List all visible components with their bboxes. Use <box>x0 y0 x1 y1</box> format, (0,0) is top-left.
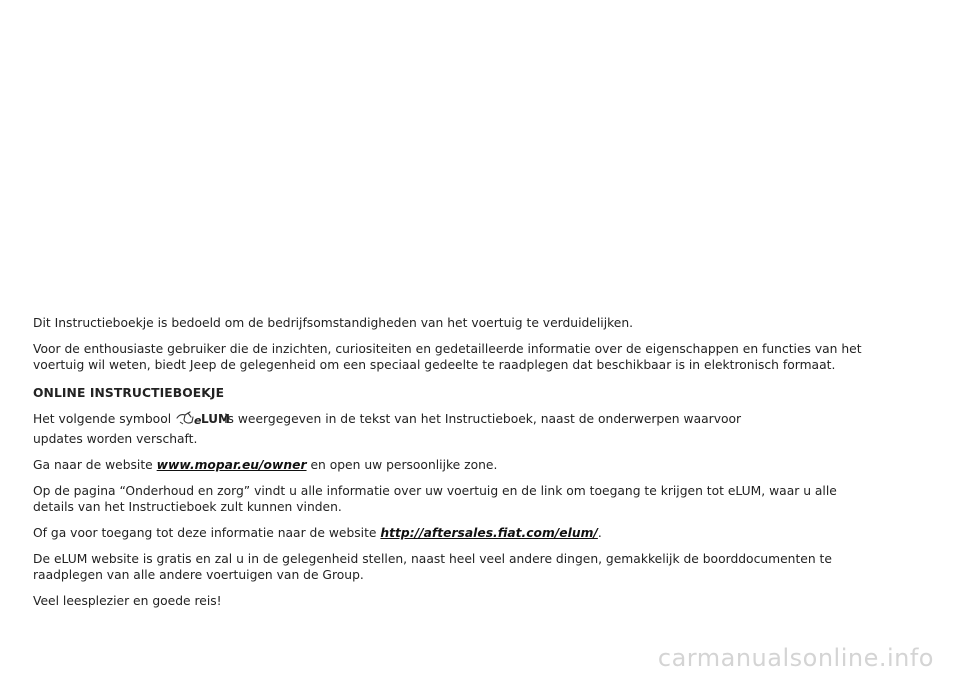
enthusiast-text: Voor de enthousiaste gebruiker die de inzichten, curiositeiten en gedetailleerde informatie over de eigenschappen en functies van het voertuig wil weten, biedt Jeep de gelegenheid om een speciaal gedeelte te raadplegen dat beschikbaar is in elektronisch formaat. <box>33 342 862 372</box>
website-paragraph <box>33 457 928 473</box>
website-text-after: en open uw persoonlijke zone. <box>310 458 498 472</box>
symbol-paragraph <box>33 409 928 447</box>
mopar-owner-link[interactable]: www.mopar.eu/owner <box>156 458 307 472</box>
symbol-text-before: Het volgende symbool <box>33 412 172 426</box>
elum-link[interactable]: http://aftersales.fiat.com/elum/ <box>380 526 598 540</box>
elum-hand-icon <box>175 409 231 431</box>
svg-text:e: e <box>194 414 202 427</box>
intro-paragraph: Dit Instructieboekje is bedoeld om de bedrijfsomstandigheden van het voertuig te verduidelijken. <box>33 316 634 330</box>
section-heading: ONLINE INSTRUCTIEBOEKJE <box>33 386 225 400</box>
manual-content <box>33 315 928 619</box>
access-text-before: Of ga voor toegang tot deze informatie naar de website <box>33 526 377 540</box>
watermark: carmanualsonline.info <box>657 644 934 672</box>
care-page-paragraph: Op de pagina “Onderhoud en zorg” vindt u alle informatie over uw voertuig en de link om toegang te krijgen tot eLUM, waar u alle details van het Instructieboek zult kunnen vinden. <box>33 484 837 514</box>
elum-free-paragraph: De eLUM website is gratis en zal u in de gelegenheid stellen, naast heel veel andere dingen, gemakkelijk de boorddocumenten te raadplegen van alle andere voertuigen van de Group. <box>33 552 832 582</box>
website-text-before: Ga naar de website <box>33 458 153 472</box>
access-paragraph <box>33 525 928 541</box>
svg-text:LUM: LUM <box>201 412 231 426</box>
enthusiast-paragraph <box>33 341 928 373</box>
closing-paragraph: Veel leesplezier en goede reis! <box>33 594 222 608</box>
access-text-after: . <box>597 526 602 540</box>
symbol-text-after: is weergegeven in de tekst van het Instructieboek, naast de onderwerpen waarvoor updates worden verschaft. <box>33 412 742 446</box>
